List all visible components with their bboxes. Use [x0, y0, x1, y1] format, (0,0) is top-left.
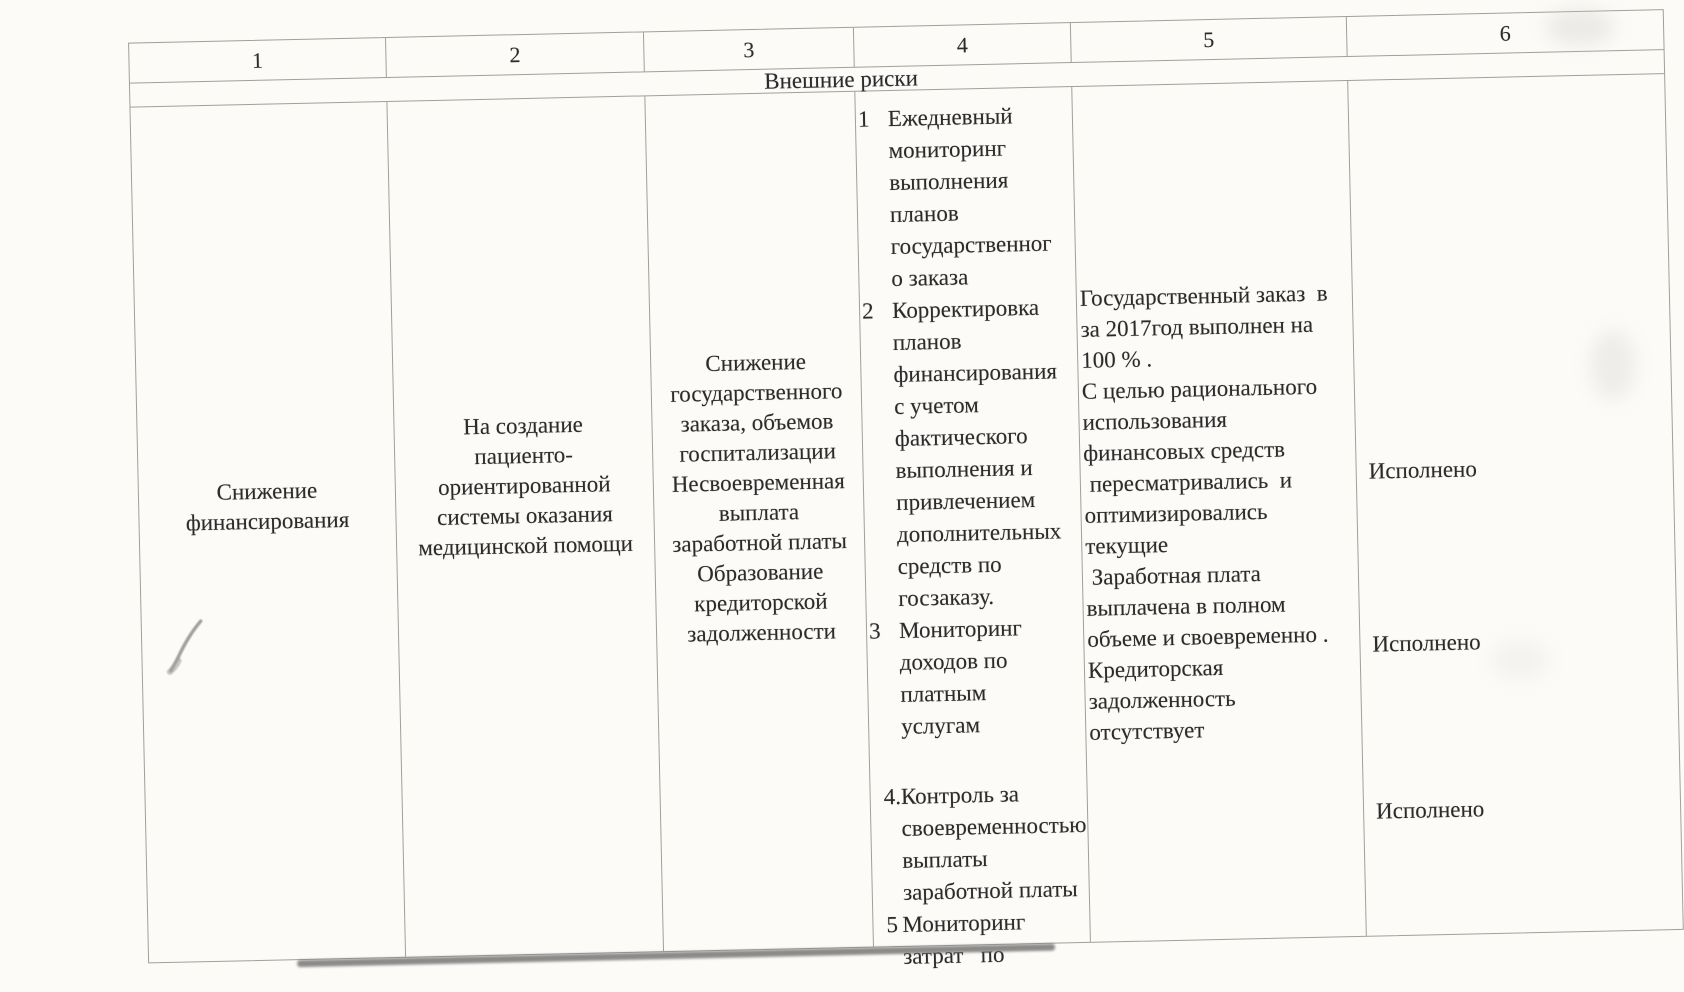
- impact-cell: [387, 96, 664, 956]
- status-label-2: Исполнено: [1372, 629, 1481, 657]
- measure-marker: 2: [861, 298, 874, 324]
- impact-text: На создание пациенто- ориентированной системы оказания медицинской помощи: [418, 411, 634, 560]
- consequences-cell: [645, 92, 874, 951]
- measure-item: [862, 291, 1083, 616]
- header-cell-2: 2: [386, 32, 645, 78]
- measure-text: Корректировка планов финансирования с учетом фактического выполнения и привлечением дополнительных средств по госзаказу.: [891, 294, 1062, 611]
- measure-text: Контроль за своевременностью выплаты заработной платы: [900, 781, 1087, 905]
- measure-text: Мониторинг затрат по: [902, 909, 1026, 969]
- measure-marker: 1: [857, 106, 870, 132]
- risk-table: [128, 9, 1684, 969]
- scan-blot: [1545, 8, 1615, 46]
- measure-marker: 3: [868, 618, 881, 644]
- status-label-3: Исполнено: [1375, 796, 1485, 824]
- header-cell-5: 5: [1071, 17, 1348, 63]
- header-cell-6: 6: [1347, 10, 1664, 57]
- status-cell: [1348, 74, 1683, 936]
- results-text: Государственный заказ в за 2017год выполнен на 100 % . С целью рационального использования финансовых средств пересматривались и оптимизировались текущие Заработная плата выплачена в полном объеме и своевременно . Кредиторская задолженность отсутствует: [1079, 280, 1329, 745]
- measure-item: [869, 611, 1086, 744]
- measure-item: [886, 905, 1090, 973]
- handwritten-checkmark-icon: [165, 615, 208, 678]
- header-cell-3: 3: [644, 28, 855, 73]
- header-cell-4: 4: [854, 23, 1072, 68]
- section-title: Внешние риски: [763, 64, 919, 94]
- measure-item: [883, 777, 1089, 909]
- status-label-1: Исполнено: [1368, 456, 1478, 484]
- measure-item: [858, 99, 1076, 296]
- measures-cell: [855, 87, 1091, 969]
- consequences-text: Снижение государственного заказа, объемов госпитализации Несвоевременная выплата заработной платы Образование кредиторской задолженности: [670, 348, 848, 647]
- risk-name-cell: [130, 102, 406, 962]
- measure-text: Мониторинг доходов по платным услугам: [898, 615, 1023, 739]
- measure-text: Ежедневный мониторинг выполнения планов государственног о заказа: [887, 103, 1052, 292]
- measure-marker: 5: [886, 912, 899, 938]
- scan-blot: [1490, 640, 1550, 680]
- measure-marker: 4.: [883, 783, 902, 810]
- scan-blot: [1590, 330, 1636, 400]
- header-cell-1: 1: [129, 38, 387, 84]
- results-cell: [1072, 81, 1367, 942]
- risk-name-text: Снижение финансирования: [185, 477, 350, 535]
